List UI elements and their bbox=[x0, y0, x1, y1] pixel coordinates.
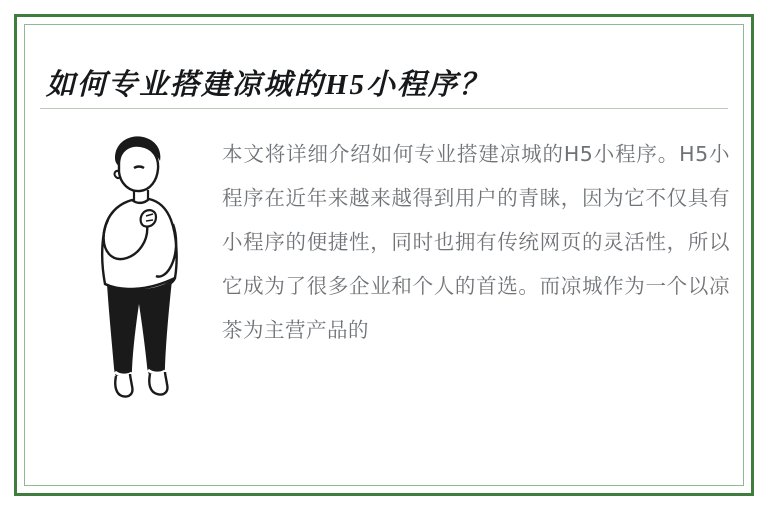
standing-person-illustration bbox=[74, 128, 206, 418]
article-body: 本文将详细介绍如何专业搭建凉城的H5小程序。H5小程序在近年来越来越得到用户的青睐，因为它不仅具有小程序的便捷性，同时也拥有传统网页的灵活性，所以它成为了很多企业和个人的首选。而凉城作为一个以凉茶为主营产品的 bbox=[222, 142, 730, 342]
page-title: 如何专业搭建凉城的H5小程序？ bbox=[46, 69, 491, 101]
title-divider bbox=[40, 108, 728, 109]
